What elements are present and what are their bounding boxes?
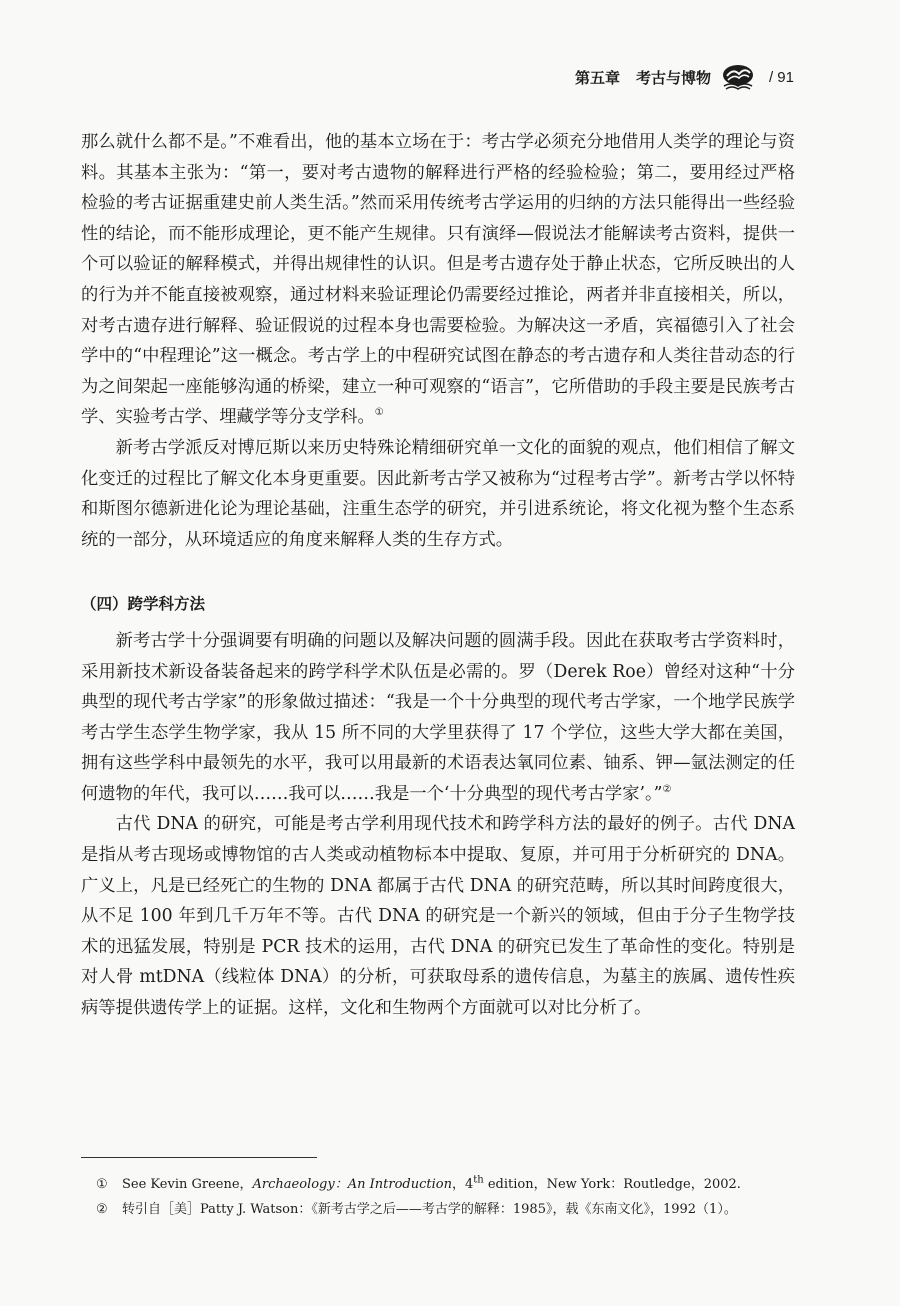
footnote-mark: ① [96, 1177, 108, 1192]
paragraph-3: 新考古学十分强调要有明确的问题以及解决问题的圆满手段。因此在获取考古学资料时，采用新技术新设备装备起来的跨学科学术队伍是必需的。罗（Derek Roe）曾经对这种“十分典型的现代考古学家”的形象做过描述：“我是一个十分典型的现代考古学家，一个地学民族学考古学生态学生物学家，我从 15 所不同的大学里获得了 17 个学位，这些大学大都在美国，拥有这些学科中最领先的水平，我可以用最新的术语表达氧同位素、铀系、钾—氩法测定的任何遗物的年代，我可以……我可以……我是一个‘十分典型的现代考古学家’。”② [81, 630, 795, 804]
footnote-divider [81, 1157, 317, 1158]
page-number: / 91 [768, 68, 794, 86]
footnote-ref-2[interactable]: ② [662, 784, 672, 796]
footnote-ref-1[interactable]: ① [374, 407, 384, 419]
footnote-mark: ② [96, 1202, 108, 1217]
footnote-text: 转引自［美］Patty J. Watson：《新考古学之后——考古学的解释：1985》，载《东南文化》，1992（1）。 [122, 1202, 737, 1217]
body-text [81, 127, 795, 1024]
paragraph-1: 那么就什么都不是。”不难看出，他的基本立场在于：考古学必须充分地借用人类学的理论与资料。其基本主张为：“第一，要对考古遗物的解释进行严格的经验检验；第二，要用经过严格检验的考古证据重建史前人类生活。”然而采用传统考古学运用的归纳的方法只能得出一些经验性的结论，而不能形成理论，更不能产生规律。只有演绎—假说法才能解读考古资料，提供一个可以验证的解释模式，并得出规律性的认识。但是考古遗存处于静止状态，它所反映出的人的行为并不能直接被观察，通过材料来验证理论仍需要经过推论，两者并非直接相关，所以，对考古遗存进行解释、验证假说的过程本身也需要检验。为解决这一矛盾，宾福德引入了社会学中的“中程理论”这一概念。考古学上的中程研究试图在静态的考古遗存和人类往昔动态的行为之间架起一座能够沟通的桥梁，建立一种可观察的“语言”，它所借助的手段主要是民族考古学、实验考古学、埋藏学等分支学科。① [81, 132, 795, 428]
footnotes [96, 1172, 796, 1222]
chapter-title: 考古与博物 [635, 68, 711, 87]
section-heading: （四）跨学科方法 [81, 595, 206, 614]
paragraph-4: 古代 DNA 的研究，可能是考古学利用现代技术和跨学科方法的最好的例子。古代 DNA 是指从考古现场或博物馆的古人类或动植物标本中提取、复原，并可用于分析研究的 DNA。广义上，凡是已经死亡的生物的 DNA 都属于古代 DNA 的研究范畴，所以其时间跨度很大，从不足 100 年到几千万年不等。古代 DNA 的研究是一个新兴的领域，但由于分子生物学技术的迅猛发展，特别是 PCR 技术的运用，古代 DNA 的研究已发生了革命性的变化。特别是对人骨 mtDNA（线粒体 DNA）的分析，可获取母系的遗传信息，为墓主的族属、遗传性疾病等提供遗传学上的证据。这样，文化和生物两个方面就可以对比分析了。 [81, 814, 795, 1019]
running-header [575, 62, 794, 92]
footnote-2 [96, 1197, 796, 1222]
footnote-text: See Kevin Greene，Archaeology：An Introduction，4th edition，New York：Routledge，2002. [122, 1174, 741, 1192]
footnote-1 [96, 1172, 796, 1197]
book-logo-icon [721, 64, 755, 90]
chapter-number: 第五章 [574, 68, 620, 87]
paragraph-2: 新考古学派反对博厄斯以来历史特殊论精细研究单一文化的面貌的观点，他们相信了解文化变迁的过程比了解文化本身更重要。因此新考古学又被称为“过程考古学”。新考古学以怀特和斯图尔德新进化论为理论基础，注重生态学的研究，并引进系统论，将文化视为整个生态系统的一部分，从环境适应的角度来解释人类的生存方式。 [81, 437, 795, 550]
